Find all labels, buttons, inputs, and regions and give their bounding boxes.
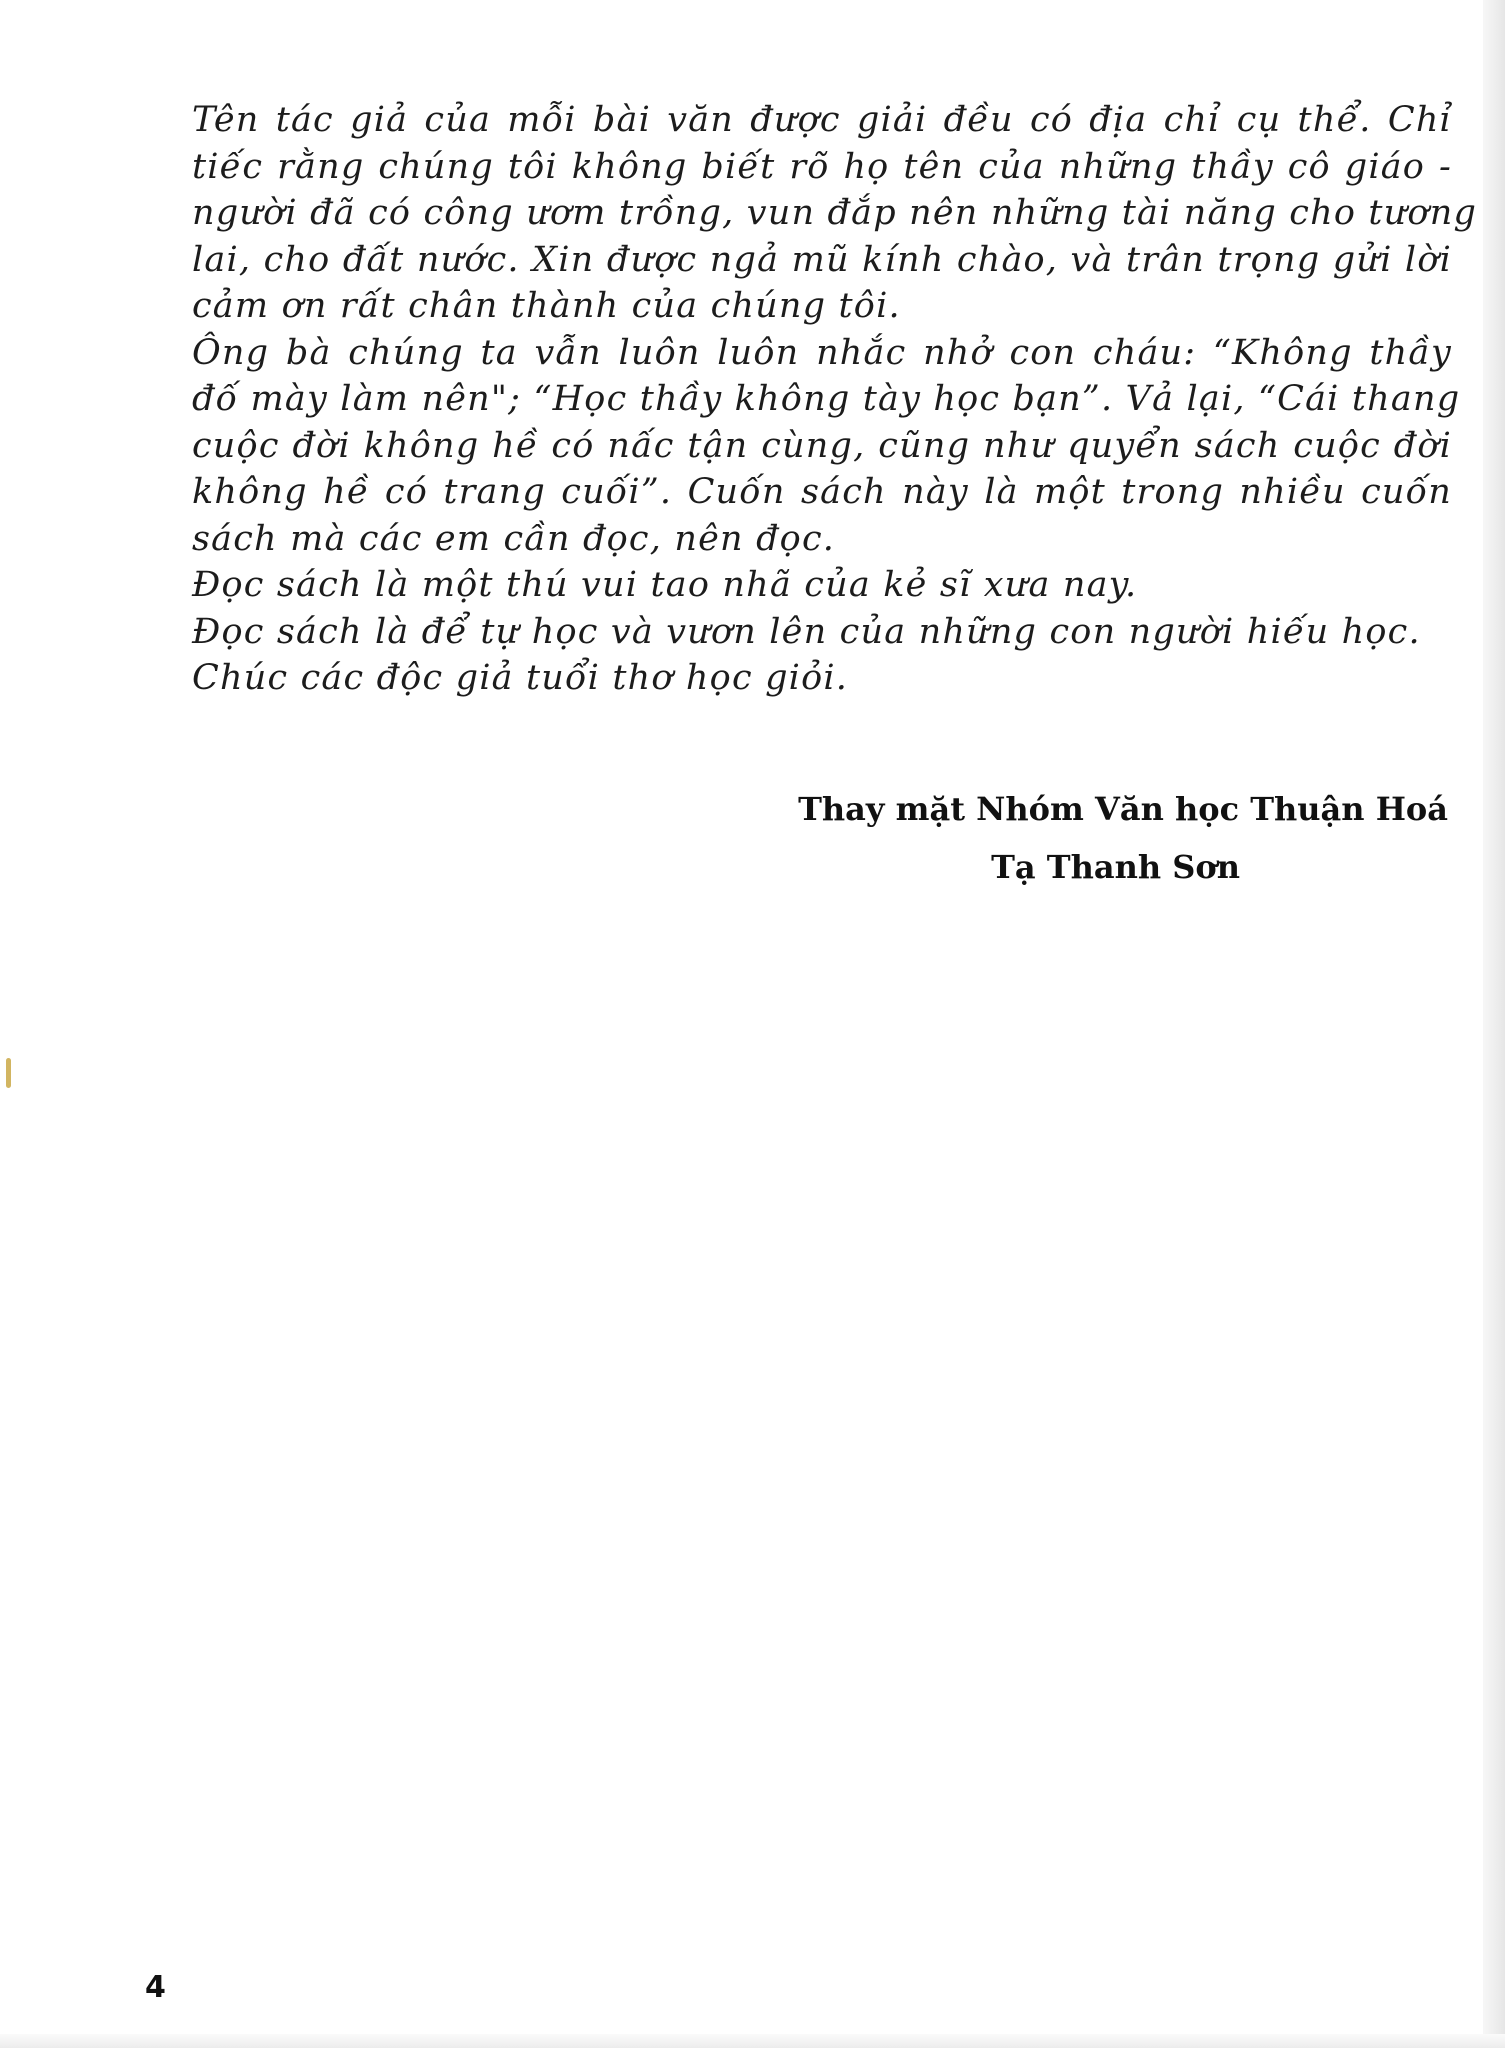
paragraph-reading-pleasure [140, 562, 1452, 609]
text-line: Chúc các độc giả tuổi thơ học giỏi. [192, 658, 849, 698]
text-line: Ông bà chúng ta vẫn luôn luôn nhắc nhở con cháu: “Không thầy [192, 332, 1452, 373]
text-line: sách mà các em cần đọc, nên đọc. [192, 518, 836, 559]
paragraph-self-study [140, 609, 1452, 656]
preface-text [140, 97, 1478, 702]
paragraph-authors [140, 97, 1478, 330]
text-line: Tên tác giả của mỗi bài văn được giải đều có địa chỉ cụ thể. Chỉ [192, 100, 1452, 140]
paragraph-wishes [140, 655, 1452, 702]
text-line: không hề có trang cuối”. Cuốn sách này là một trong nhiều cuốn [192, 472, 1452, 512]
text-line: Đọc sách là để tự học và vươn lên của những con người hiếu học. [192, 611, 1421, 652]
text-line: tiếc rằng chúng tôi không biết rõ họ tên của những thầy cô giáo - [192, 146, 1452, 187]
binding-mark [6, 1058, 11, 1088]
text-line: Đọc sách là một thú vui tao nhã của kẻ sĩ xưa nay. [192, 565, 1138, 605]
page-edge-shadow [1483, 0, 1505, 2048]
text-line: đố mày làm nên"; “Học thầy không tày học bạn”. Vả lại, “Cái thang [192, 379, 1461, 419]
signature-block [548, 780, 1448, 896]
text-line: cảm ơn rất chân thành của chúng tôi. [192, 286, 901, 326]
page-bottom-shadow [0, 2034, 1505, 2048]
page-number: 4 [145, 1970, 166, 2005]
signature-name: Tạ Thanh Sơn [991, 848, 1240, 886]
text-line: người đã có công ươm trồng, vun đắp nên những tài năng cho tương [192, 193, 1478, 233]
text-line: cuộc đời không hề có nấc tận cùng, cũng như quyển sách cuộc đời [192, 425, 1452, 466]
text-line: lai, cho đất nước. Xin được ngả mũ kính chào, và trân trọng gửi lời [192, 239, 1452, 280]
paragraph-proverbs [140, 330, 1461, 563]
signature-on-behalf: Thay mặt Nhóm Văn học Thuận Hoá [798, 790, 1448, 828]
